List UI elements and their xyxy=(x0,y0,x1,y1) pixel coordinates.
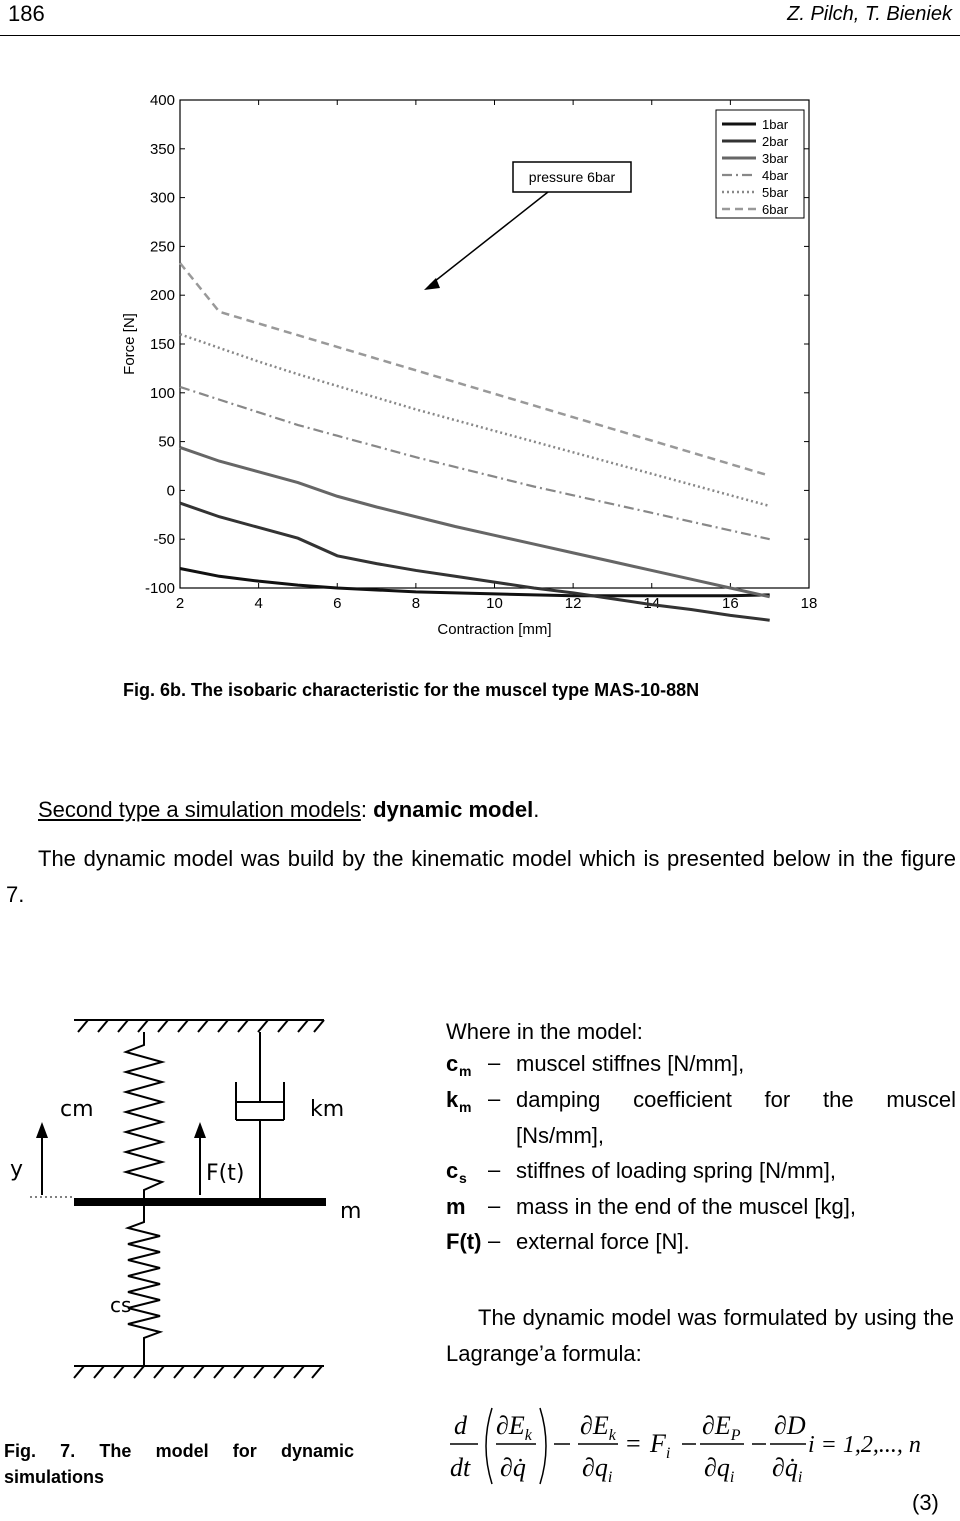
y-tick-label: 300 xyxy=(149,189,175,207)
x-tick-label: 14 xyxy=(643,595,661,612)
variable-description: [Ns/mm], xyxy=(516,1123,604,1148)
y-tick-label: 350 xyxy=(149,140,175,158)
eq-dd: ∂D xyxy=(774,1411,806,1440)
x-axis-label: Contraction [mm] xyxy=(437,621,552,638)
fig6-caption: Fig. 6b. The isobaric characteristic for the muscel type MAS-10-88N xyxy=(123,680,700,700)
fig7-caption: Fig. 7. The model for dynamic simulations xyxy=(4,1441,354,1487)
x-tick-label: 12 xyxy=(564,595,582,612)
plot-frame xyxy=(180,100,809,588)
ft-label: F(t) xyxy=(206,1161,245,1186)
annotation-arrow xyxy=(430,192,548,285)
eq-ep: $\partial E_P$ xyxy=(702,1411,741,1444)
km-label: km xyxy=(310,1097,345,1122)
eq-qi2: $\partial q_i$ xyxy=(704,1453,735,1486)
eq-range: i = 1,2,..., n xyxy=(808,1432,921,1458)
variable-row xyxy=(446,1123,956,1153)
series-line-2bar xyxy=(180,503,770,620)
variable-symbol: m xyxy=(446,1194,466,1219)
series-line-4bar xyxy=(180,387,770,539)
cs-label: cs xyxy=(110,1293,132,1317)
mass-bar xyxy=(74,1198,326,1206)
eq-ek2: $\partial E_k$ xyxy=(580,1411,616,1444)
y-tick-label: 50 xyxy=(158,433,175,451)
heading-bold: dynamic model xyxy=(373,797,534,822)
x-tick-label: 8 xyxy=(411,595,421,612)
variable-dash: – xyxy=(488,1050,501,1075)
series-line-6bar xyxy=(180,263,770,476)
variable-description: muscel stiffnes [N/mm], xyxy=(516,1051,745,1076)
lagrange-equation xyxy=(430,1396,958,1506)
variable-subscript: s xyxy=(459,1170,467,1186)
x-tick-label: 18 xyxy=(800,595,818,612)
variable-row xyxy=(446,1158,956,1188)
x-tick-label: 10 xyxy=(486,595,503,612)
where-intro: Where in the model: xyxy=(446,1019,643,1044)
page-number: 186 xyxy=(8,1,45,26)
legend-entry: 2bar xyxy=(762,134,789,149)
eq-qi: $\partial q_i$ xyxy=(582,1453,613,1486)
variable-description: damping coefficient for the muscel xyxy=(516,1087,956,1112)
y-tick-label: -50 xyxy=(153,531,175,549)
eq-qdoti: $\partial q̇_i$ xyxy=(772,1453,803,1486)
variable-dash: – xyxy=(488,1086,501,1111)
variable-dash: – xyxy=(488,1228,501,1253)
y-tick-label: -100 xyxy=(144,580,175,597)
y-arrow-head xyxy=(36,1122,48,1138)
equation-number: (3) xyxy=(912,1490,939,1515)
variable-row xyxy=(446,1229,956,1259)
ft-arrow-head xyxy=(194,1122,206,1138)
variable-subscript: m xyxy=(459,1099,472,1115)
series-line-5bar xyxy=(180,334,770,506)
eq-fi: $F_i$ xyxy=(650,1429,671,1462)
legend-entry: 1bar xyxy=(762,117,789,132)
eq-d: d xyxy=(454,1411,467,1440)
series-line-1bar xyxy=(180,568,770,595)
legend-entry: 6bar xyxy=(762,202,789,217)
legend-entry: 3bar xyxy=(762,151,789,166)
section-paragraph: The dynamic model was build by the kinematic model which is presented below in the figure 7. xyxy=(6,846,956,907)
variable-description: external force [N]. xyxy=(516,1229,690,1254)
y-tick-label: 0 xyxy=(166,482,175,500)
eq-qdot: ∂q̇ xyxy=(500,1453,526,1482)
variable-symbol: c xyxy=(446,1051,459,1076)
bottom-ground-hatch xyxy=(74,1366,322,1378)
variable-dash: – xyxy=(488,1193,501,1218)
heading-colon: : xyxy=(360,797,367,822)
x-tick-label: 16 xyxy=(722,595,739,612)
cm-label: cm xyxy=(60,1097,94,1122)
legend-entry: 4bar xyxy=(762,168,789,183)
series-line-3bar xyxy=(180,447,770,596)
y-tick-label: 400 xyxy=(149,92,175,109)
spring-cs xyxy=(128,1202,160,1366)
legend-entry: 5bar xyxy=(762,185,789,200)
variable-symbol: F(t) xyxy=(446,1229,482,1254)
isobaric-chart xyxy=(0,80,960,640)
y-tick-label: 150 xyxy=(149,336,175,353)
heading-end: . xyxy=(533,797,540,822)
section-heading xyxy=(38,792,539,828)
eq-ek: $\partial E_k$ xyxy=(496,1411,532,1444)
x-tick-label: 4 xyxy=(254,595,263,612)
annotation-text: pressure 6bar xyxy=(528,169,616,185)
variable-dash: – xyxy=(488,1157,501,1182)
variable-description: stiffnes of loading spring [N/mm], xyxy=(516,1158,836,1183)
m-label: m xyxy=(340,1199,362,1224)
variable-row xyxy=(446,1194,956,1224)
top-ground-hatch xyxy=(78,1020,324,1032)
model-diagram xyxy=(0,1010,400,1390)
y-tick-label: 250 xyxy=(149,238,175,256)
formulated-text: The dynamic model was formulated by using the Lagrange’a formula: xyxy=(446,1305,954,1366)
variable-symbol: k xyxy=(446,1087,459,1112)
x-tick-label: 2 xyxy=(175,595,185,612)
x-tick-label: 6 xyxy=(333,595,342,612)
heading-underlined: Second type a simulation models xyxy=(38,797,361,822)
variable-row xyxy=(446,1051,956,1081)
variable-description: mass in the end of the muscel [kg], xyxy=(516,1194,856,1219)
eq-equals: = xyxy=(626,1429,641,1458)
y-tick-label: 200 xyxy=(149,287,175,305)
spring-cm xyxy=(126,1032,162,1202)
variable-subscript: m xyxy=(459,1063,472,1079)
y-axis-label: Force [N] xyxy=(121,313,138,375)
header-rule xyxy=(0,35,960,36)
legend-box xyxy=(716,110,804,218)
eq-dt: dt xyxy=(450,1453,471,1482)
variable-symbol: c xyxy=(446,1158,459,1183)
authors: Z. Pilch, T. Bieniek xyxy=(787,3,952,25)
y-label: y xyxy=(10,1157,24,1182)
y-tick-label: 100 xyxy=(149,384,175,402)
variable-row xyxy=(446,1087,956,1117)
